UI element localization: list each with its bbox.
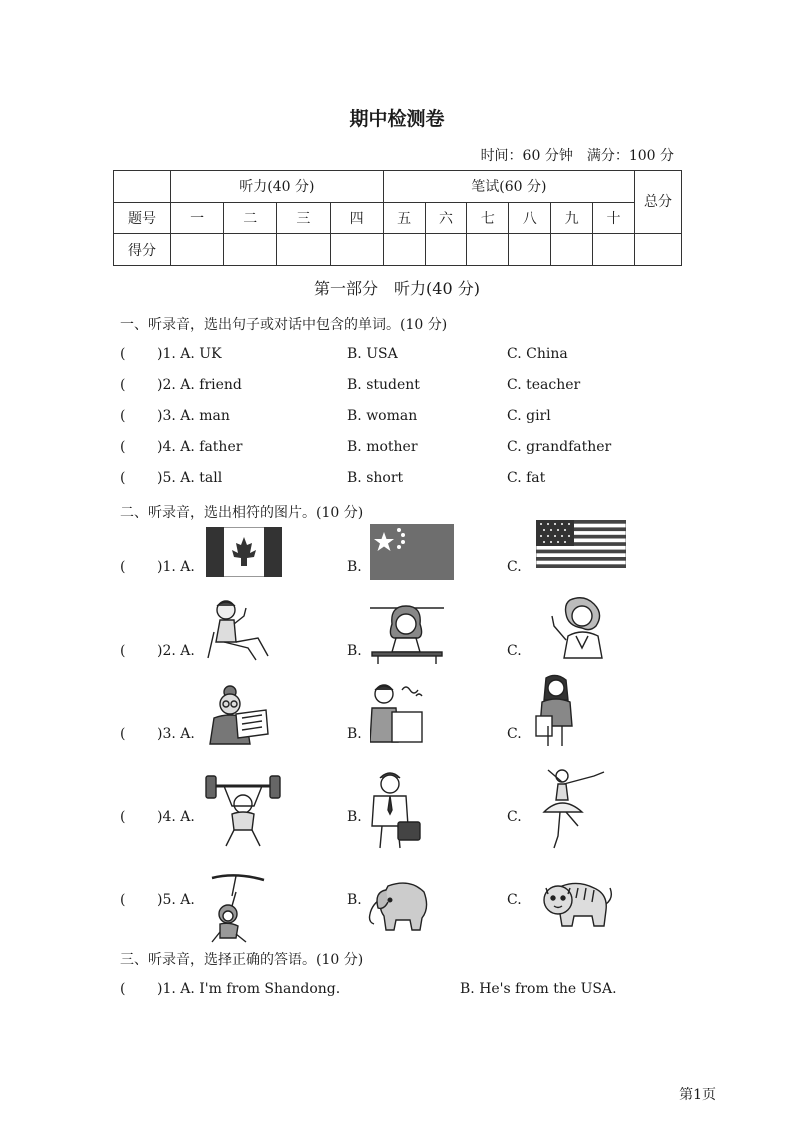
option-c: C. fat <box>507 470 546 486</box>
teacher-at-board-icon <box>370 682 430 748</box>
score-cell[interactable] <box>224 234 277 266</box>
answer-paren[interactable]: ( <box>120 346 126 362</box>
score-cell[interactable] <box>277 234 330 266</box>
col-9: 九 <box>551 202 593 234</box>
answer-paren[interactable]: ( <box>120 439 126 455</box>
option-a: )2. A. friend <box>157 377 242 393</box>
option-b: B. mother <box>347 439 418 455</box>
option-b: B. student <box>347 377 420 393</box>
ballerina-icon <box>534 766 606 850</box>
option-a: )2. A. <box>157 643 195 659</box>
score-cell[interactable] <box>467 234 509 266</box>
usa-flag-icon <box>536 520 626 568</box>
option-b: B. USA <box>347 346 398 362</box>
col-7: 七 <box>467 202 509 234</box>
option-a: )4. A. <box>157 809 195 825</box>
boy-sitting-icon <box>206 598 278 664</box>
option-c: C. <box>507 726 522 742</box>
score-cell[interactable] <box>330 234 383 266</box>
score-cell[interactable] <box>551 234 593 266</box>
option-b: B. short <box>347 470 404 486</box>
option-b: B. woman <box>347 408 418 424</box>
option-a: )3. A. man <box>157 408 230 424</box>
row-label-score: 得分 <box>114 234 171 266</box>
option-b: B. <box>347 559 362 575</box>
option-a: )5. A. <box>157 892 195 908</box>
option-a: )1. A. <box>157 559 195 575</box>
option-b: B. <box>347 892 362 908</box>
option-c: C. <box>507 643 522 659</box>
score-cell-total[interactable] <box>635 234 682 266</box>
score-cell[interactable] <box>383 234 425 266</box>
grandma-reading-icon <box>206 684 270 746</box>
section2-heading: 二、听录音，选出相符的图片。(10 分) <box>120 505 364 521</box>
option-a: )1. A. I'm from Shandong. <box>157 981 341 997</box>
page-number: 第1页 <box>679 1087 716 1103</box>
option-c: C. <box>507 559 522 575</box>
listening-header: 听力(40 分) <box>171 171 384 203</box>
woman-with-book-icon <box>534 674 578 746</box>
total-header: 总分 <box>635 171 682 234</box>
option-a: )4. A. father <box>157 439 243 455</box>
answer-paren[interactable]: ( <box>120 892 126 908</box>
option-c: C. China <box>507 346 568 362</box>
score-cell[interactable] <box>593 234 635 266</box>
col-5: 五 <box>383 202 425 234</box>
col-1: 一 <box>171 202 224 234</box>
col-2: 二 <box>224 202 277 234</box>
girl-at-desk-icon <box>370 602 444 664</box>
china-flag-icon <box>370 524 454 580</box>
woman-waving-icon <box>542 596 612 660</box>
option-c: C. girl <box>507 408 551 424</box>
answer-paren[interactable]: ( <box>120 809 126 825</box>
writing-header: 笔试(60 分) <box>383 171 634 203</box>
col-10: 十 <box>593 202 635 234</box>
option-b: B. <box>347 643 362 659</box>
score-table <box>113 170 682 266</box>
answer-paren[interactable]: ( <box>120 559 126 575</box>
part1-title: 第一部分 听力(40 分) <box>314 279 480 298</box>
option-c: C. <box>507 892 522 908</box>
option-b: B. <box>347 809 362 825</box>
man-with-briefcase-icon <box>368 768 424 850</box>
score-cell[interactable] <box>171 234 224 266</box>
answer-paren[interactable]: ( <box>120 377 126 393</box>
monkey-icon <box>206 872 268 944</box>
option-c: C. grandfather <box>507 439 612 455</box>
canada-flag-icon <box>206 527 282 577</box>
answer-paren[interactable]: ( <box>120 470 126 486</box>
section3-heading: 三、听录音，选择正确的答语。(10 分) <box>120 952 364 968</box>
col-4: 四 <box>330 202 383 234</box>
col-6: 六 <box>425 202 467 234</box>
answer-paren[interactable]: ( <box>120 981 126 997</box>
option-b: B. <box>347 726 362 742</box>
option-a: )5. A. tall <box>157 470 223 486</box>
answer-paren[interactable]: ( <box>120 408 126 424</box>
option-c: C. teacher <box>507 377 581 393</box>
exam-meta: 时间：60 分钟 满分：100 分 <box>480 148 674 164</box>
col-3: 三 <box>277 202 330 234</box>
row-label-number: 题号 <box>114 202 171 234</box>
option-c: C. <box>507 809 522 825</box>
option-a: )1. A. UK <box>157 346 222 362</box>
page-title: 期中检测卷 <box>349 108 445 130</box>
option-a: )3. A. <box>157 726 195 742</box>
section1-heading: 一、听录音，选出句子或对话中包含的单词。(10 分) <box>120 317 448 333</box>
weightlifter-icon <box>204 772 282 848</box>
elephant-icon <box>366 878 430 934</box>
score-cell[interactable] <box>509 234 551 266</box>
score-table-corner <box>114 171 171 203</box>
score-cell[interactable] <box>425 234 467 266</box>
col-8: 八 <box>509 202 551 234</box>
tiger-icon <box>538 874 616 930</box>
answer-paren[interactable]: ( <box>120 726 126 742</box>
option-b: B. He's from the USA. <box>460 981 617 997</box>
answer-paren[interactable]: ( <box>120 643 126 659</box>
